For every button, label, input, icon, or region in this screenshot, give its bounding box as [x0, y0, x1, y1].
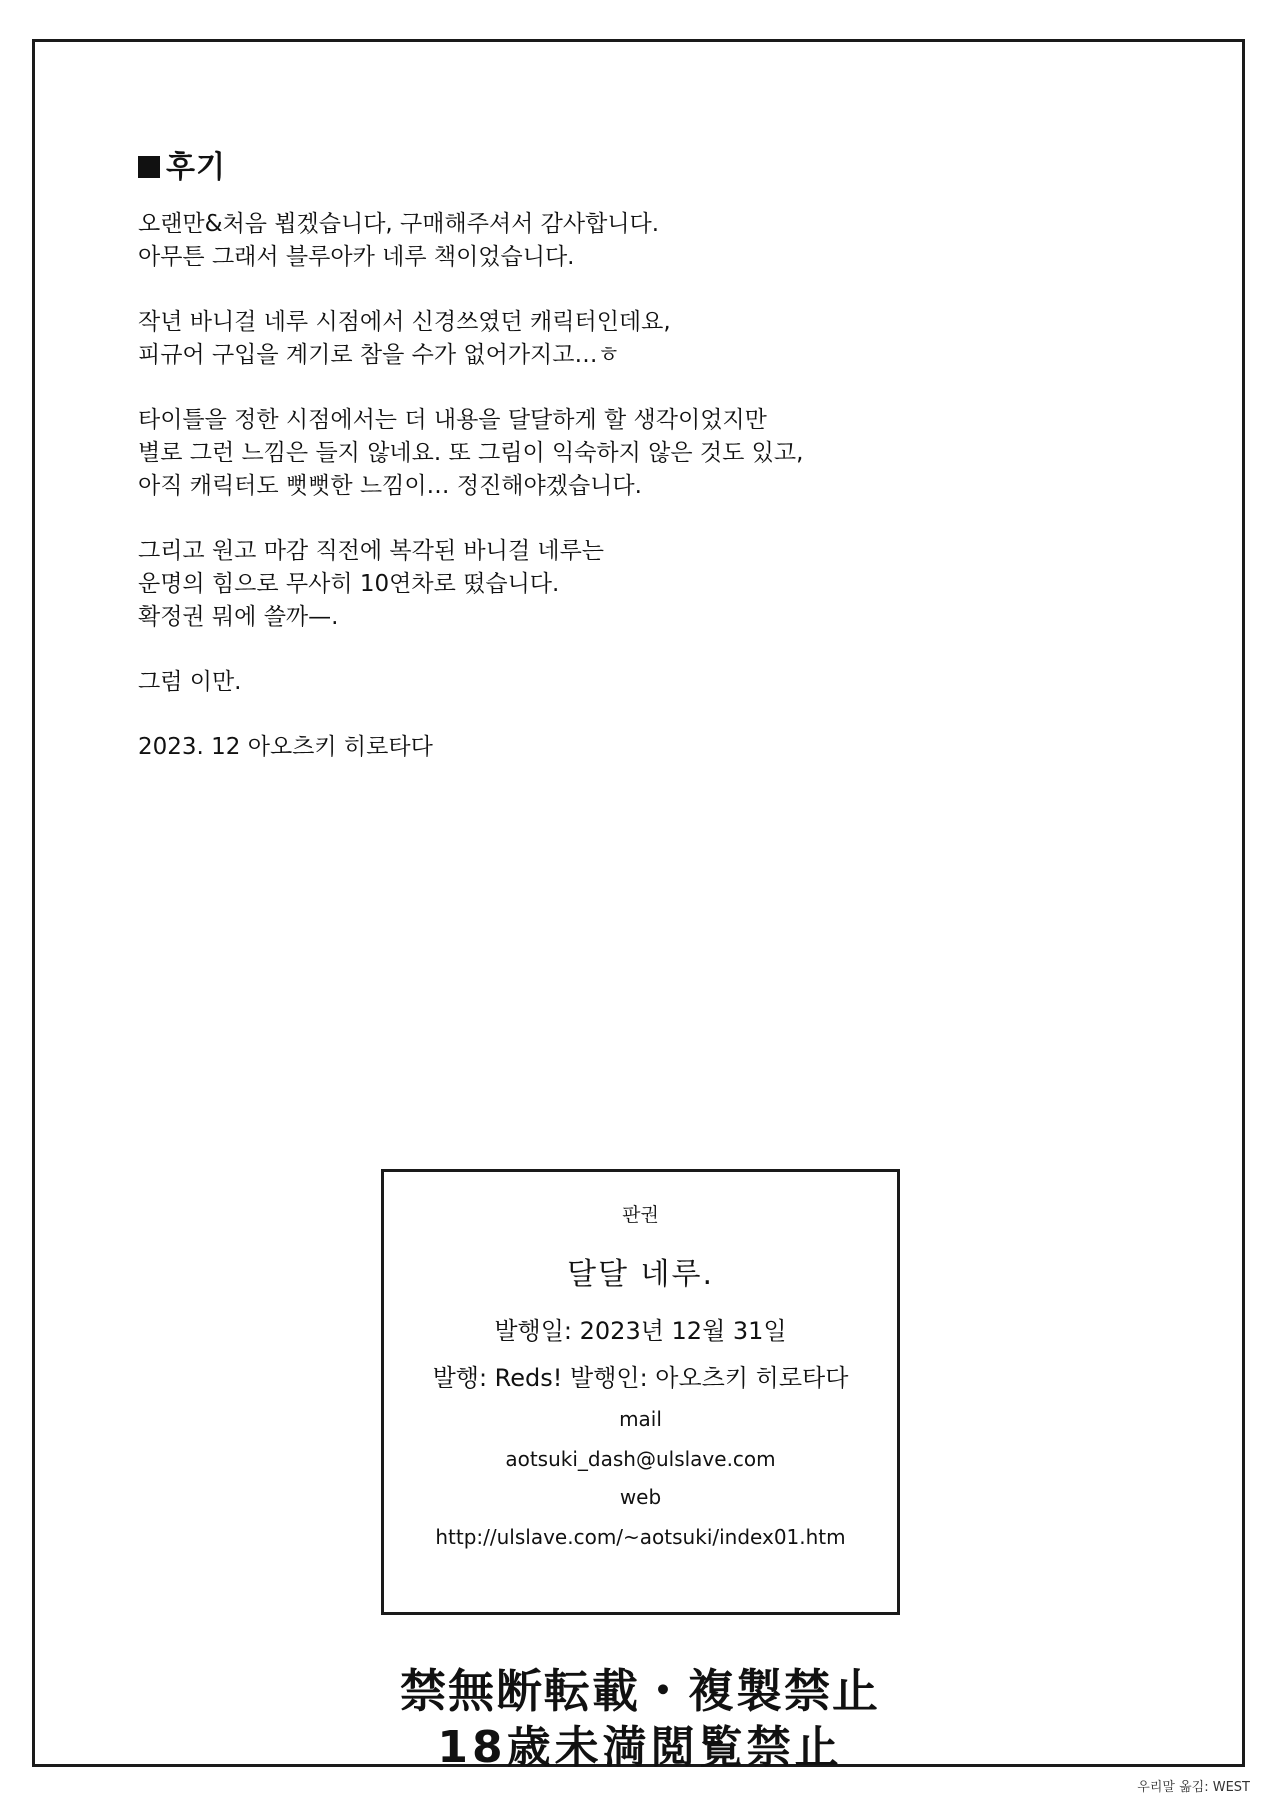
- colophon-label: 판권: [622, 1204, 659, 1226]
- afterword-line: 별로 그런 느낌은 들지 않네요. 또 그림이 익숙하지 않은 것도 있고,: [138, 440, 804, 466]
- afterword-line: 아무튼 그래서 블루아카 네루 책이었습니다.: [138, 244, 575, 270]
- afterword-line: 타이틀을 정한 시점에서는 더 내용을 달달하게 할 생각이었지만: [138, 407, 767, 433]
- translation-credit: 우리말 옮김: WEST: [1137, 1780, 1250, 1795]
- colophon-web: http://ulslave.com/~aotsuki/index01.htm: [435, 1525, 846, 1549]
- colophon-box: [381, 1169, 900, 1615]
- reproduction-notice: 禁無断転載・複製禁止: [400, 1664, 880, 1718]
- afterword-line: 운명의 힘으로 무사히 10연차로 떴습니다.: [138, 571, 560, 597]
- colophon-web-label: web: [619, 1485, 662, 1509]
- age-restriction-notice: 18歳未満閲覧禁止: [437, 1722, 843, 1773]
- afterword-line: 피규어 구입을 계기로 참을 수가 없어가지고…ㅎ: [138, 342, 620, 368]
- afterword-section: [138, 150, 1038, 796]
- afterword-paragraph-3: [138, 404, 1038, 503]
- afterword-line: 확정권 뭐에 쓸까—.: [138, 604, 339, 630]
- afterword-line: 오랜만&처음 뵙겠습니다, 구매해주셔서 감사합니다.: [138, 211, 660, 237]
- afterword-line: 그리고 원고 마감 직전에 복각된 바니걸 네루는: [138, 538, 605, 564]
- afterword-paragraph-4: [138, 535, 1038, 634]
- afterword-paragraph-5: [138, 666, 1038, 699]
- afterword-line: 그럼 이만.: [138, 669, 242, 695]
- colophon-title: 달달 네루.: [567, 1257, 714, 1292]
- colophon-publisher: 발행: Reds! 발행인: 아오츠키 히로타다: [432, 1364, 849, 1392]
- colophon-mail: aotsuki_dash@ulslave.com: [505, 1447, 776, 1471]
- afterword-line: 2023. 12 아오츠키 히로타다: [138, 734, 433, 760]
- afterword-line: 아직 캐릭터도 뻣뻣한 느낌이… 정진해야겠습니다.: [138, 473, 642, 499]
- afterword-line: 작년 바니걸 네루 시점에서 신경쓰였던 캐릭터인데요,: [138, 309, 671, 335]
- afterword-heading: [138, 150, 1038, 186]
- afterword-title: 후기: [166, 150, 226, 185]
- afterword-paragraph-1: [138, 208, 1038, 274]
- colophon-mail-label: mail: [619, 1407, 662, 1431]
- black-square-icon: [138, 156, 160, 178]
- afterword-signature: [138, 731, 1038, 764]
- afterword-paragraph-2: [138, 306, 1038, 372]
- colophon-date: 발행일: 2023년 12월 31일: [494, 1317, 787, 1345]
